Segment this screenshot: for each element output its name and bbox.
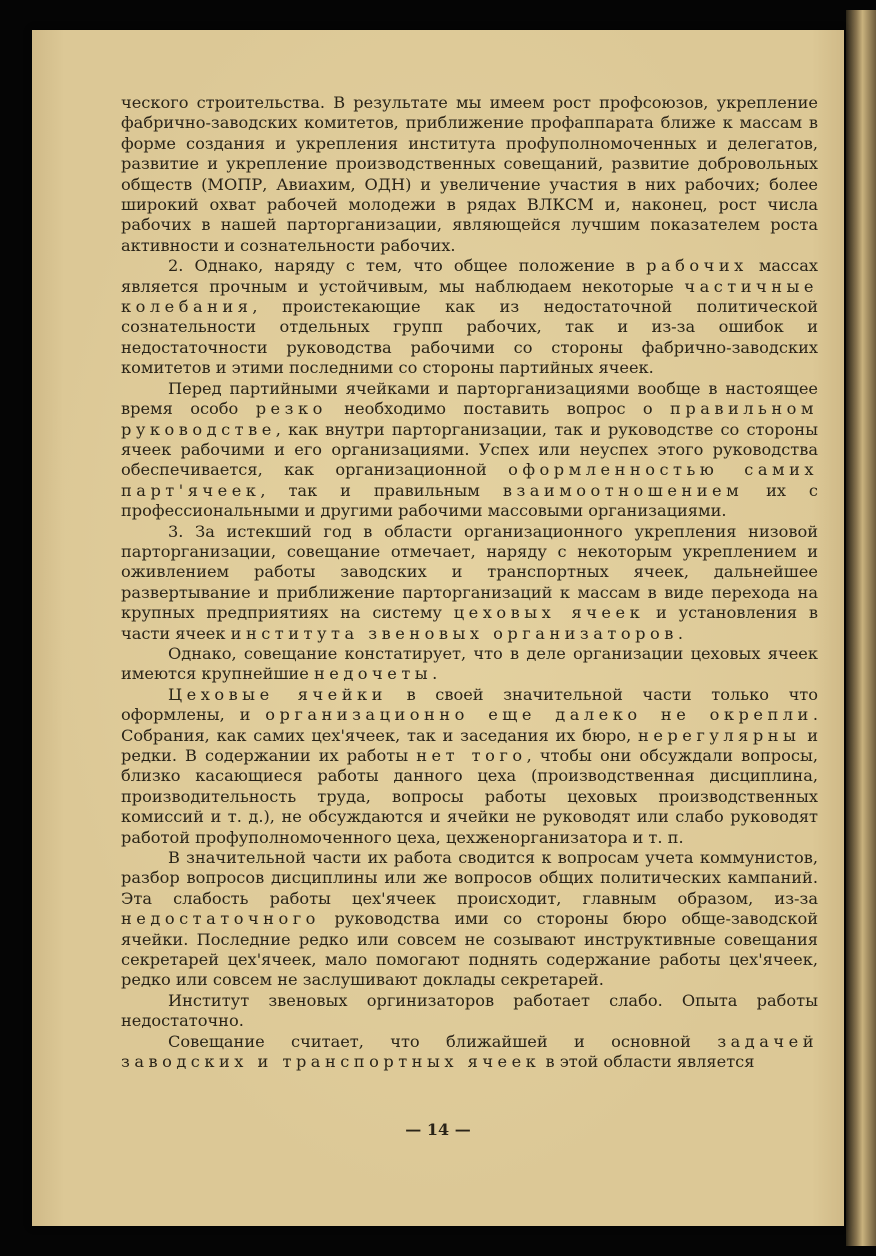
paragraph [121,93,818,256]
text-run: , проистекающие как из недостаточной политической сознательности отдельных групп рабочих, так и из-за ошибок и недостаточности руководства рабочими со стороны фабрично-заводских комитетов и этими последними со стороны партийных ячеек. [121,297,818,378]
text-run: В значительной части их работа сводится к вопросам учета коммунистов, разбор вопросов дисциплины или же вопросов общих политических кампаний. Эта слабость работы цех'ячеек происходит, главным образом, из-за [121,848,818,908]
paragraph [121,991,818,1032]
spaced-emphasis: организационно еще далеко не окрепли [265,705,813,725]
next-page-edge [846,10,876,1246]
spaced-emphasis: Цеховые ячейки [168,684,387,704]
text-run: необходимо поставить вопрос о [326,399,671,419]
spaced-emphasis: недочеты [313,664,433,684]
spaced-emphasis: задачей заводских и транспортных ячеек [121,1031,818,1072]
spaced-emphasis: оформленностью самих парт'ячеек [121,460,818,500]
paragraph [121,685,818,848]
text-run: . Собрания, как самих цех'ячеек, так и заседания их бюро, [121,705,818,745]
text-run: . [432,664,438,684]
spaced-emphasis: нет того [416,746,527,765]
text-run: , чтобы они обсуждали вопросы, близко касающиеся работы данного цеха (производственная дисциплина, производительность труда, вопросы работы цеховых производственных комиссий и т. д.), не обсуждаются и ячейки не руководят или слабо руководят работой профуполномоченного цеха, цехженорганизатора и т. п. [121,746,818,847]
text-run: 3. За истекший год в области организационного укрепления низовой парторганизации, совещание отмечает, наряду с некоторым укреплением и оживлением работы заводских и транспортных ячеек, дальнейшее развертывание и приближение парторганизаций к массам в виде перехода на крупных предприятиях на систему [121,521,818,623]
text-run: Перед партийными ячейками и парторганизациями вообще в настоящее время особо [121,378,818,419]
text-run: ческого строительства. В результате мы имеем рост профсоюзов, укрепление фабрично-заводских комитетов, приближение профаппарата ближе к массам в форме создания и укрепления института профуполномоченных и делегатов, развитие и укрепление производственных совещаний, развитие добровольных обществ (МОПР, Авиахим, ОДН) и увеличение участия в них рабочих; более широкий охват рабочей молодежи в рядах ВЛКСМ и, наконец, рост числа рабочих в нашей парторганизации, являющейся лучшим показателем роста активности и сознательности рабочих. [121,93,818,255]
text-run: их с профессиональными и другими рабочими массовыми организациями. [121,480,818,521]
spaced-emphasis: рабочих [646,256,748,276]
spaced-emphasis: частичные колебания [121,276,818,317]
text-run: 2. Однако, наряду с тем, что общее положение в [168,256,647,276]
text-run: массах является прочным и устойчивым, мы наблюдаем некоторые [121,256,818,296]
spaced-emphasis: цеховых ячеек [453,603,645,623]
text-run: Однако, совещание констатирует, что в деле организации цеховых ячеек имеются крупнейшие [121,643,818,684]
text-run: Институт звеновых оргинизаторов работает слабо. Опыта работы недостаточно. [121,990,818,1031]
spaced-emphasis: нерегулярны [638,725,801,745]
text-run: и редки. В содержании их работы [121,725,818,765]
text-run: в этой области является [540,1052,755,1072]
text-run: руководства ими со стороны бюро обще-заводской ячейки. Последние редко или совсем не созывают инструктивные совещания секретарей цех'ячеек, мало помогают поднять содержание работы цех'ячеек, редко или совсем не заслушивают доклады секретарей. [121,909,818,990]
paragraph [121,379,818,522]
spaced-emphasis: института звеновых организаторов [230,623,678,643]
spaced-emphasis: резко [255,399,327,419]
page-body-text [121,93,818,1073]
spaced-emphasis: правильном руководстве [121,399,818,439]
spaced-emphasis: недостаточного [121,909,320,929]
text-run: , как внутри парторганизации, так и руководстве со стороны ячеек рабочими и его организациями. Успех или неуспех этого руководства обеспечивается, как организационной [121,419,818,480]
text-run: и установления в части ячеек [121,603,819,643]
text-run: , так и правильным [260,480,503,500]
paragraph [121,256,818,378]
text-run: Совещание считает, что ближайшей и основной [168,1031,718,1051]
text-run: . [677,623,683,643]
paragraph [121,522,818,644]
text-run: в своей значительной части только что оформлены, и [121,684,818,725]
paragraph [121,848,818,991]
spaced-emphasis: взаимоотношением [502,480,744,500]
paragraph [121,644,818,685]
page-number: — 14 — [405,1120,471,1139]
paragraph [121,1032,818,1073]
